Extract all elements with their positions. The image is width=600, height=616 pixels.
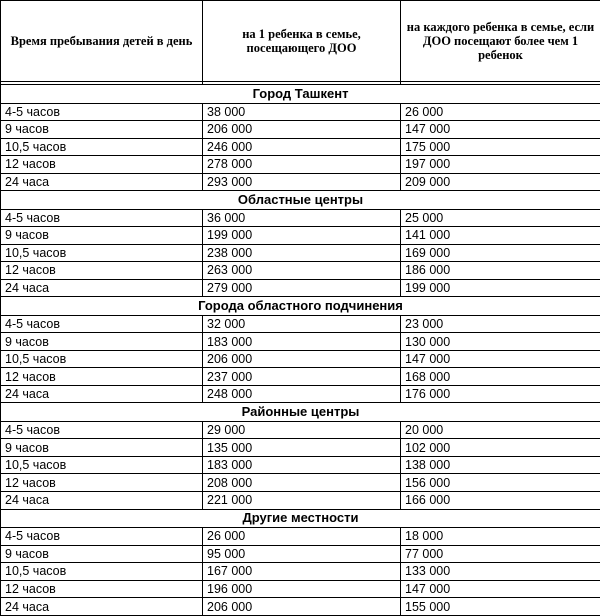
table-body <box>1 85 600 616</box>
table-row <box>1 474 600 492</box>
duration-cell: 12 часов <box>1 580 203 598</box>
one-child-fee-cell: 206 000 <box>203 598 401 616</box>
section-header-row <box>1 297 600 316</box>
duration-cell: 4-5 часов <box>1 528 203 546</box>
section-header-row <box>1 85 600 104</box>
duration-cell: 4-5 часов <box>1 103 203 121</box>
duration-cell: 9 часов <box>1 227 203 245</box>
multi-child-fee-cell: 209 000 <box>401 173 600 191</box>
multi-child-fee-cell: 138 000 <box>401 456 600 474</box>
section-title: Города областного подчинения <box>1 297 600 316</box>
duration-cell: 24 часа <box>1 385 203 403</box>
one-child-fee-cell: 293 000 <box>203 173 401 191</box>
section-title: Областные центры <box>1 191 600 210</box>
multi-child-fee-cell: 176 000 <box>401 385 600 403</box>
table-row <box>1 333 600 351</box>
duration-cell: 24 часа <box>1 173 203 191</box>
table-row <box>1 279 600 297</box>
one-child-fee-cell: 206 000 <box>203 350 401 368</box>
one-child-fee-cell: 26 000 <box>203 528 401 546</box>
table-row <box>1 528 600 546</box>
duration-cell: 10,5 часов <box>1 563 203 581</box>
one-child-fee-cell: 32 000 <box>203 315 401 333</box>
one-child-fee-cell: 238 000 <box>203 244 401 262</box>
table-row <box>1 350 600 368</box>
one-child-fee-cell: 248 000 <box>203 385 401 403</box>
table-row <box>1 138 600 156</box>
multi-child-fee-cell: 130 000 <box>401 333 600 351</box>
table-row <box>1 315 600 333</box>
duration-cell: 9 часов <box>1 121 203 139</box>
table-row <box>1 439 600 457</box>
duration-cell: 10,5 часов <box>1 244 203 262</box>
multi-child-fee-cell: 20 000 <box>401 421 600 439</box>
one-child-fee-cell: 278 000 <box>203 156 401 174</box>
multi-child-fee-cell: 155 000 <box>401 598 600 616</box>
section-header-row <box>1 403 600 422</box>
section-header-row <box>1 191 600 210</box>
multi-child-fee-cell: 147 000 <box>401 580 600 598</box>
duration-cell: 12 часов <box>1 156 203 174</box>
one-child-fee-cell: 183 000 <box>203 456 401 474</box>
table-row <box>1 545 600 563</box>
one-child-fee-cell: 29 000 <box>203 421 401 439</box>
one-child-fee-cell: 263 000 <box>203 262 401 280</box>
table-row <box>1 227 600 245</box>
table-row <box>1 368 600 386</box>
duration-cell: 10,5 часов <box>1 350 203 368</box>
multi-child-fee-cell: 197 000 <box>401 156 600 174</box>
section-title: Другие местности <box>1 509 600 528</box>
one-child-fee-cell: 221 000 <box>203 491 401 509</box>
multi-child-fee-cell: 147 000 <box>401 121 600 139</box>
header-multiple-children: на каждого ребенка в семье, если ДОО посещают более чем 1 ребенок <box>401 1 600 82</box>
table-row <box>1 580 600 598</box>
one-child-fee-cell: 38 000 <box>203 103 401 121</box>
table-row <box>1 173 600 191</box>
section-title: Районные центры <box>1 403 600 422</box>
multi-child-fee-cell: 25 000 <box>401 209 600 227</box>
one-child-fee-cell: 199 000 <box>203 227 401 245</box>
table-row <box>1 262 600 280</box>
table-row <box>1 421 600 439</box>
duration-cell: 12 часов <box>1 262 203 280</box>
multi-child-fee-cell: 166 000 <box>401 491 600 509</box>
section-header-row <box>1 509 600 528</box>
multi-child-fee-cell: 186 000 <box>401 262 600 280</box>
duration-cell: 9 часов <box>1 439 203 457</box>
multi-child-fee-cell: 168 000 <box>401 368 600 386</box>
header-one-child: на 1 ребенка в семье, посещающего ДОО <box>203 1 401 82</box>
table-row <box>1 209 600 227</box>
duration-cell: 10,5 часов <box>1 138 203 156</box>
duration-cell: 4-5 часов <box>1 315 203 333</box>
multi-child-fee-cell: 18 000 <box>401 528 600 546</box>
multi-child-fee-cell: 133 000 <box>401 563 600 581</box>
duration-cell: 9 часов <box>1 545 203 563</box>
multi-child-fee-cell: 147 000 <box>401 350 600 368</box>
table-row <box>1 103 600 121</box>
one-child-fee-cell: 196 000 <box>203 580 401 598</box>
one-child-fee-cell: 95 000 <box>203 545 401 563</box>
one-child-fee-cell: 167 000 <box>203 563 401 581</box>
table-row <box>1 491 600 509</box>
table-row <box>1 563 600 581</box>
duration-cell: 24 часа <box>1 279 203 297</box>
duration-cell: 24 часа <box>1 598 203 616</box>
table-row <box>1 385 600 403</box>
one-child-fee-cell: 183 000 <box>203 333 401 351</box>
one-child-fee-cell: 246 000 <box>203 138 401 156</box>
multi-child-fee-cell: 23 000 <box>401 315 600 333</box>
one-child-fee-cell: 279 000 <box>203 279 401 297</box>
table-row <box>1 598 600 616</box>
multi-child-fee-cell: 156 000 <box>401 474 600 492</box>
one-child-fee-cell: 237 000 <box>203 368 401 386</box>
duration-cell: 10,5 часов <box>1 456 203 474</box>
duration-cell: 9 часов <box>1 333 203 351</box>
header-row <box>1 1 600 82</box>
table-row <box>1 456 600 474</box>
section-title: Город Ташкент <box>1 85 600 104</box>
multi-child-fee-cell: 169 000 <box>401 244 600 262</box>
table-row <box>1 121 600 139</box>
one-child-fee-cell: 208 000 <box>203 474 401 492</box>
multi-child-fee-cell: 199 000 <box>401 279 600 297</box>
duration-cell: 12 часов <box>1 368 203 386</box>
one-child-fee-cell: 206 000 <box>203 121 401 139</box>
multi-child-fee-cell: 26 000 <box>401 103 600 121</box>
duration-cell: 4-5 часов <box>1 421 203 439</box>
multi-child-fee-cell: 175 000 <box>401 138 600 156</box>
multi-child-fee-cell: 102 000 <box>401 439 600 457</box>
one-child-fee-cell: 135 000 <box>203 439 401 457</box>
duration-cell: 12 часов <box>1 474 203 492</box>
table-row <box>1 156 600 174</box>
table-row <box>1 244 600 262</box>
duration-cell: 4-5 часов <box>1 209 203 227</box>
header-duration: Время пребывания детей в день <box>1 1 203 82</box>
one-child-fee-cell: 36 000 <box>203 209 401 227</box>
multi-child-fee-cell: 141 000 <box>401 227 600 245</box>
multi-child-fee-cell: 77 000 <box>401 545 600 563</box>
duration-cell: 24 часа <box>1 491 203 509</box>
